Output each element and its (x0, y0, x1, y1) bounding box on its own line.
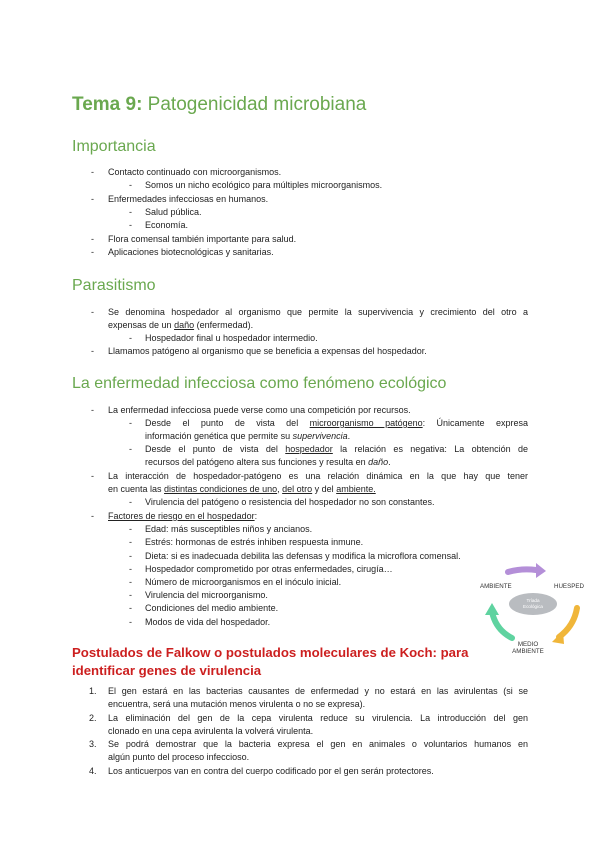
bullet-dash: - (91, 194, 94, 204)
underlined-term: distintas condiciones de uno (164, 484, 278, 494)
bullet-dash: - (129, 617, 132, 627)
bullet-dash: - (91, 247, 94, 257)
numbered-item-line: Los anticuerpos van en contra del cuerpo codificado por el gen serán protectores. (108, 766, 434, 776)
list-item: Virulencia del microorganismo. (145, 590, 268, 600)
bullet-dash: - (91, 405, 94, 415)
list-item: Estrés: hormonas de estrés inhiben respuesta inmune. (145, 537, 364, 547)
paragraph-line (145, 456, 391, 468)
bullet-dash: - (129, 524, 132, 534)
heading-postulados: Postulados de Falkow o postulados moleculares de Koch: para identificar genes de virulencia (72, 645, 469, 678)
paragraph-line (108, 483, 376, 495)
numbered-item-line: Se podrá demostrar que la bacteria expresa el gen en animales o voluntarios humanos en (108, 739, 528, 749)
label-huesped: HUESPED (554, 583, 584, 590)
text-run: recursos del patógeno altera sus funciones y resulta en (145, 457, 369, 467)
text-run: Desde el punto de vista del (145, 444, 286, 454)
text-run: (enfermedad). (194, 320, 254, 330)
paragraph-line (145, 417, 528, 429)
title-rest: Patogenicidad microbiana (142, 94, 367, 115)
label-medio: MEDIO (517, 641, 539, 648)
text-run: : Únicamente expresa (422, 418, 529, 428)
bullet-dash: - (129, 180, 132, 190)
underlined-term: ambiente. (336, 484, 376, 494)
text-run: en cuenta las (108, 484, 165, 494)
numbered-item-line: El gen estará en las bacterias causantes de enfermedad y no estará en las avirulentas (si se (108, 686, 528, 696)
numbered-item-line: clonado en una cepa avirulenta la volverá virulenta. (108, 726, 314, 736)
list-item: Condiciones del medio ambiente. (145, 603, 279, 613)
list-number: 4. (89, 766, 97, 776)
list-item: Número de microorganismos en el inóculo inicial. (145, 577, 342, 587)
page-title (72, 94, 366, 116)
list-item: Edad: más susceptibles niños y ancianos. (145, 524, 313, 534)
bullet-dash: - (129, 590, 132, 600)
bullet-dash: - (129, 333, 132, 343)
bullet-dash: - (129, 551, 132, 561)
cycle-arrow-green (485, 603, 512, 638)
list-item: Economía. (145, 220, 189, 230)
arrowhead-purple (536, 563, 546, 578)
bullet-dash: - (91, 471, 94, 481)
list-number: 2. (89, 713, 97, 723)
paragraph-line (108, 319, 253, 331)
cycle-arrow-orange (552, 608, 577, 644)
list-number: 1. (89, 686, 97, 696)
italic-term: supervivencia (292, 431, 348, 441)
list-item: Salud pública. (145, 207, 202, 217)
list-item: Somos un nicho ecológico para múltiples microorganismos. (145, 180, 383, 190)
bullet-dash: - (91, 167, 94, 177)
heading-importancia: Importancia (72, 138, 156, 155)
heading-parasitismo: Parasitismo (72, 277, 156, 294)
bullet-dash: - (129, 418, 132, 428)
text-run: Desde el punto de vista del (145, 418, 310, 428)
bullet-dash: - (91, 234, 94, 244)
triada-ecologica-diagram (474, 560, 590, 660)
center-label-line2: Ecológica (523, 604, 543, 609)
text-run: y del (312, 484, 337, 494)
list-item: Hospedador final u hospedador intermedio. (145, 333, 318, 343)
numbered-item-line: algún punto del proceso infeccioso. (108, 752, 250, 762)
text-run: la relación es negativa: La obtención de (332, 444, 528, 454)
bullet-dash: - (129, 497, 132, 507)
paragraph-line: Se denomina hospedador al organismo que permite la supervivencia y crecimiento del otro a (108, 307, 528, 317)
list-item: Dieta: si es inadecuada debilita las defensas y modifica la microflora comensal. (145, 551, 461, 561)
text-run: . (388, 457, 391, 467)
underlined-term: del otro (282, 484, 313, 494)
bullet-dash: - (129, 564, 132, 574)
cycle-arrow-purple (508, 563, 546, 578)
arc-green (492, 612, 512, 638)
list-item: Contacto continuado con microorganismos. (108, 167, 282, 177)
bullet-dash: - (129, 537, 132, 547)
italic-term: daño (368, 457, 389, 467)
list-item: Enfermedades infecciosas en humanos. (108, 194, 269, 204)
title-prefix: Tema 9: (72, 94, 143, 115)
arrowhead-orange (552, 631, 564, 644)
paragraph-line (145, 430, 350, 442)
text-run: , (277, 484, 283, 494)
underlined-term: Factores de riesgo en el hospedador (108, 511, 255, 521)
bullet-dash: - (129, 603, 132, 613)
bullet-dash: - (129, 220, 132, 230)
bullet-dash: - (91, 511, 94, 521)
list-item: Virulencia del patógeno o resistencia del hospedador no son constantes. (145, 497, 435, 507)
label-ambiente: AMBIENTE (480, 583, 512, 590)
underlined-term: microorganismo patógeno (309, 418, 423, 428)
bullet-dash: - (91, 346, 94, 356)
list-item: Aplicaciones biotecnológicas y sanitarias. (108, 247, 274, 257)
underlined-term: daño (174, 320, 195, 330)
list-item (108, 510, 257, 522)
bullet-dash: - (129, 444, 132, 454)
arc-purple (508, 569, 536, 572)
list-item: Llamamos patógeno al organismo que se beneficia a expensas del hospedador. (108, 346, 427, 356)
list-number: 3. (89, 739, 97, 749)
label-medio-ambiente: AMBIENTE (512, 648, 544, 655)
underlined-term: hospedador (285, 444, 333, 454)
numbered-item-line: La eliminación del gen de la cepa virulenta reduce su virulencia. La introducción del gen (108, 713, 528, 723)
heading-enfermedad-infecciosa: La enfermedad infecciosa como fenómeno ecológico (72, 375, 447, 392)
paragraph-line: La interacción de hospedador-patógeno es una relación dinámica en la que hay que tener (108, 471, 528, 481)
arrowhead-green (485, 603, 499, 615)
numbered-item-line: encuentra, será una mutación menos virulenta o no se expresa). (108, 699, 366, 709)
list-item: La enfermedad infecciosa puede verse como una competición por recursos. (108, 405, 411, 415)
center-label-line1: Tríada (526, 598, 540, 603)
list-item: Hospedador comprometido por otras enfermedades, cirugía… (145, 564, 393, 574)
text-run: : (254, 511, 258, 521)
bullet-dash: - (129, 207, 132, 217)
bullet-dash: - (129, 577, 132, 587)
paragraph-line (145, 443, 528, 455)
bullet-dash: - (91, 307, 94, 317)
list-item: Flora comensal también importante para salud. (108, 234, 297, 244)
list-item: Modos de vida del hospedador. (145, 617, 271, 627)
text-run: . (347, 431, 351, 441)
text-run: información genética que permite su (145, 431, 293, 441)
text-run: expensas de un (108, 320, 175, 330)
